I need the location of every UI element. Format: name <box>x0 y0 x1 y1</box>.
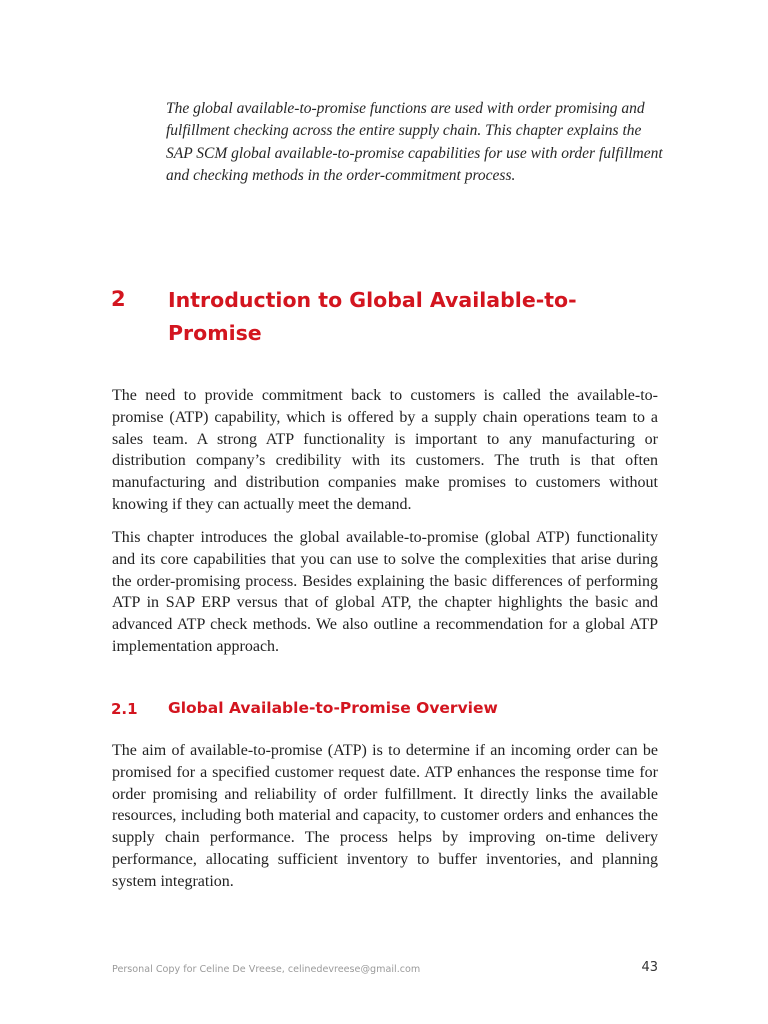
section-number: 2.1 <box>111 700 138 718</box>
chapter-number: 2 <box>111 287 126 311</box>
body-paragraph-2: This chapter introduces the global available-to-promise (global ATP) functionality and its core capabilities that you can use to solve the complexities that arise during the order-promising process. Besides explaining the basic differences of performing ATP in SAP ERP versus that of global ATP, the chapter highlights the basic and advanced ATP check methods. We also outline a recommendation for a global ATP implementation approach. <box>112 529 658 655</box>
body-paragraph-3: The aim of available-to-promise (ATP) is to determine if an incoming order can be promised for a specified customer request date. ATP enhances the response time for order promising and reliability of order fulfillment. It directly links the available resources, including both material and capacity, to customer orders and enhances the supply chain performance. The process helps by improving on-time delivery performance, allocating sufficient inventory to buffer inventories, and planning system integration. <box>112 742 658 890</box>
page-number: 43 <box>641 960 658 975</box>
chapter-intro-abstract: The global available-to-promise functions are used with order promising and fulfillment checking across the entire supply chain. This chapter explains the SAP SCM global available-to-promise capabilities for use with order fulfillment and checking methods in the order-commitment process. <box>166 100 663 185</box>
footer-personal-copy-note: Personal Copy for Celine De Vreese, celinedevreese@gmail.com <box>112 964 421 975</box>
chapter-title: Introduction to Global Available-to-Promise <box>168 288 577 345</box>
body-paragraph-1: The need to provide commitment back to customers is called the available-to-promise (ATP) capability, which is offered by a supply chain operations team to a sales team. A strong ATP functionality is important to any manufacturing or distribution company’s credibility with its customers. The truth is that often manufacturing and distribution companies make promises to customers without knowing if they can actually meet the demand. <box>112 387 658 513</box>
section-title: Global Available-to-Promise Overview <box>168 699 498 717</box>
